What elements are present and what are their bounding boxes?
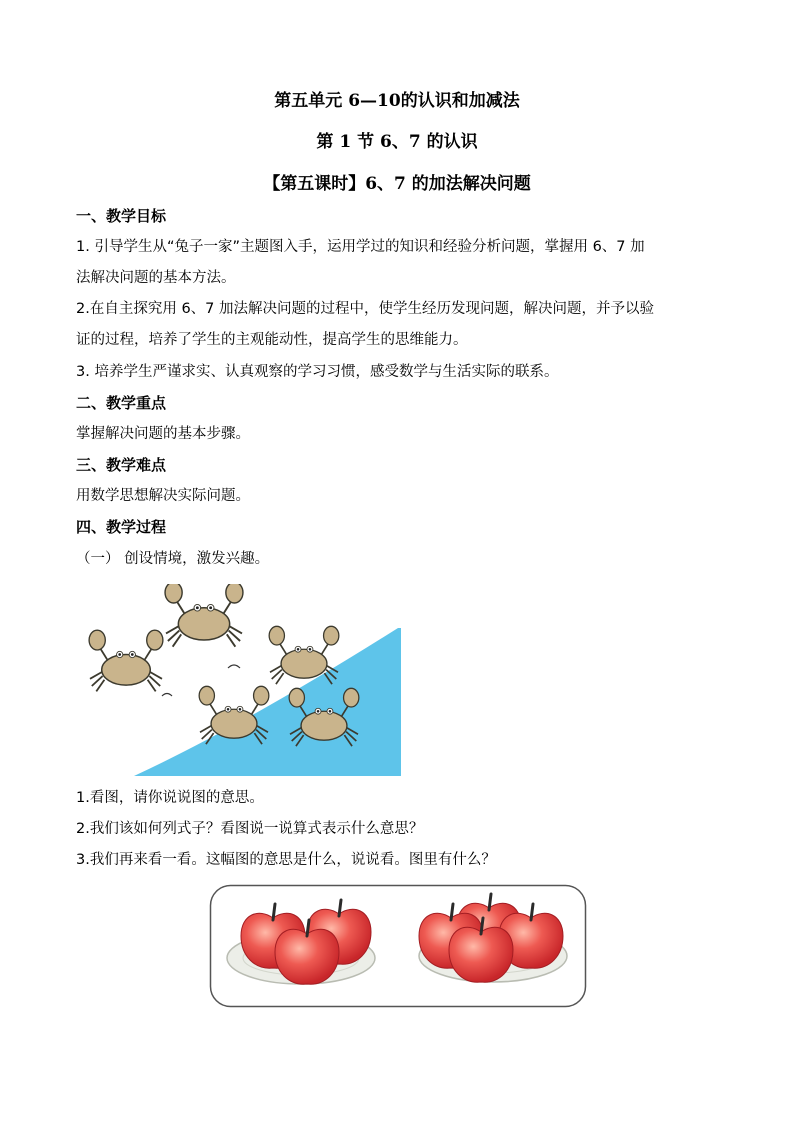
question-2: 2.我们该如何列式子？看图说一说算式表示什么意思？ [76, 821, 424, 837]
apples-illustration [209, 884, 587, 1008]
crab-icon [165, 584, 243, 647]
objective-2-line-2: 证的过程，培养了学生的主观能动性，提高学生的思维能力。 [76, 332, 468, 348]
objective-1-line-2: 法解决问题的基本方法。 [76, 270, 236, 286]
motion-lines-icon [228, 665, 240, 668]
section-title: 第 1 节 6、7 的认识 [316, 132, 478, 152]
process-heading: 四、教学过程 [76, 518, 167, 536]
question-1: 1.看图，请你说说图的意思。 [76, 790, 264, 806]
process-step-1: （一） 创设情境，激发兴趣。 [76, 551, 270, 567]
difficulties-heading: 三、教学难点 [76, 456, 167, 474]
key-points-heading: 二、教学重点 [76, 394, 167, 412]
objective-2-line-1: 2.在自主探究用 6、7 加法解决问题的过程中，使学生经历发现问题，解决问题，并予以验 [76, 301, 654, 317]
difficulties-text: 用数学思想解决实际问题。 [76, 488, 250, 504]
objective-3: 3. 培养学生严谨求实、认真观察的学习习惯，感受数学与生活实际的联系。 [76, 364, 559, 380]
crabs-illustration [86, 584, 401, 776]
lesson-title: 【第五课时】6、7 的加法解决问题 [263, 174, 531, 194]
question-3: 3.我们再来看一看。这幅图的意思是什么，说说看。图里有什么？ [76, 852, 496, 868]
motion-lines-icon [162, 694, 172, 697]
unit-title: 第五单元 6—10的认识和加减法 [274, 91, 520, 111]
objective-1-line-1: 1. 引导学生从“兔子一家”主题图入手，运用学过的知识和经验分析问题，掌握用 6、7 加 [76, 239, 645, 255]
key-points-text: 掌握解决问题的基本步骤。 [76, 426, 250, 442]
crab-icon [89, 630, 163, 691]
objectives-heading: 一、教学目标 [76, 207, 167, 225]
